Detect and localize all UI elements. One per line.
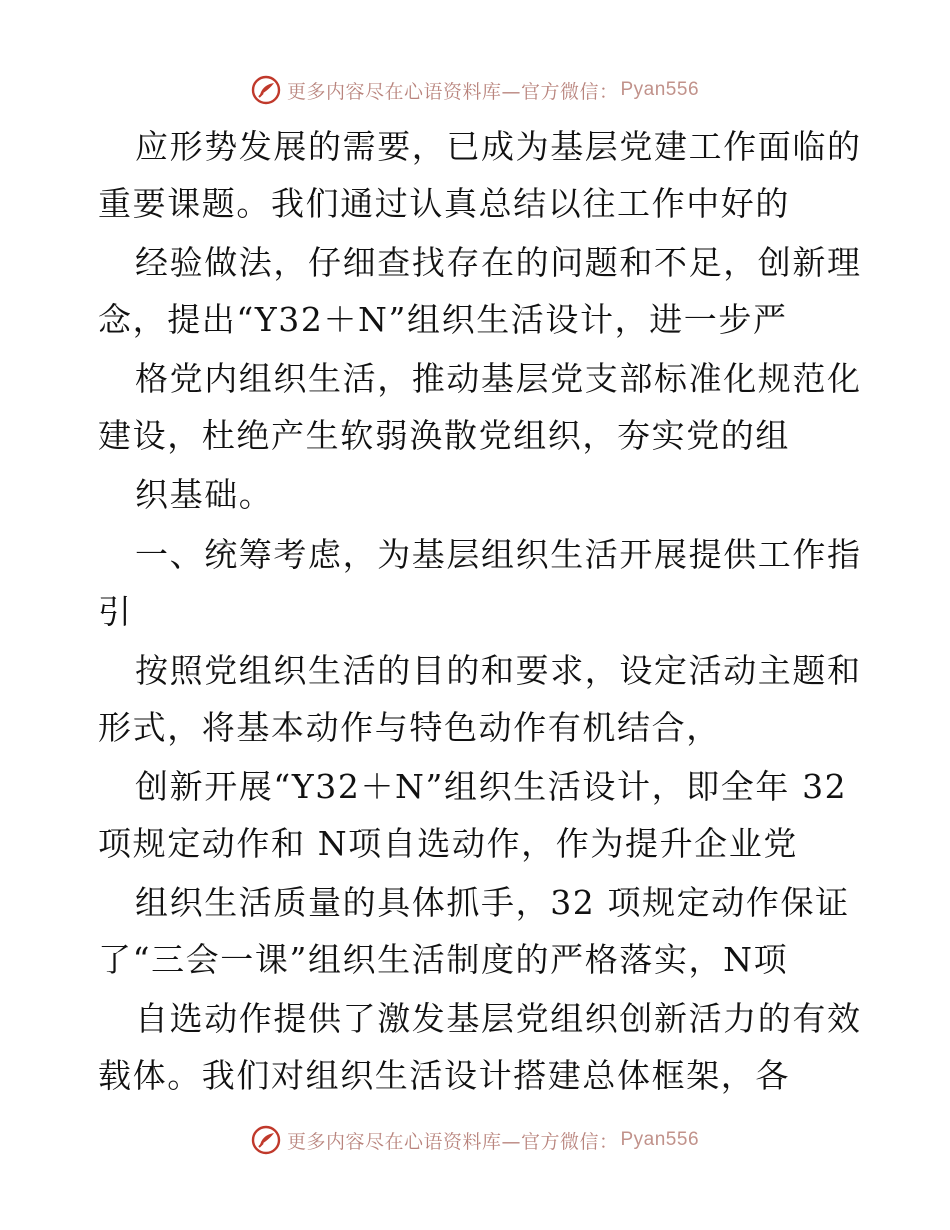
text-line: 按照党组织生活的目的和要求，设定活动主题和 <box>135 651 862 690</box>
text-line: 载体。我们对组织生活设计搭建总体框架，各 <box>98 1056 790 1095</box>
section-heading: 一、统筹考虑，为基层组织生活开展提供工作指 <box>135 535 862 574</box>
text-line: 形式，将基本动作与特色动作有机结合， <box>98 708 721 747</box>
brand-logo-icon <box>251 1125 281 1155</box>
watermark-text: 更多内容尽在心语资料库—官方微信： <box>286 1130 619 1153</box>
text-line: 重要课题。我们通过认真总结以往工作中好的 <box>98 184 790 223</box>
text-line: 了“三会一课”组织生活制度的严格落实，N项 <box>98 940 789 979</box>
text-line: 创新开展“Y32＋N”组织生活设计，即全年 32 <box>135 767 848 806</box>
text-line: 念，提出“Y32＋N”组织生活设计，进一步严 <box>98 300 788 339</box>
text-line: 建设，杜绝产生软弱涣散党组织，夯实党的组 <box>98 416 790 455</box>
text-line: 织基础。 <box>135 475 274 514</box>
watermark-text: 更多内容尽在心语资料库—官方微信： <box>286 80 619 103</box>
text-line: 应形势发展的需要，已成为基层党建工作面临的 <box>135 127 862 166</box>
footer-watermark <box>0 1120 950 1160</box>
text-line: 自选动作提供了激发基层党组织创新活力的有效 <box>135 999 862 1038</box>
watermark-handle: Pyan556 <box>620 1129 700 1150</box>
text-line: 项规定动作和 N项自选动作，作为提升企业党 <box>98 824 798 863</box>
watermark-handle: Pyan556 <box>620 79 700 100</box>
text-line: 经验做法，仔细查找存在的问题和不足，创新理 <box>135 243 862 282</box>
text-line: 组织生活质量的具体抓手，32 项规定动作保证 <box>135 883 850 922</box>
section-heading-continued: 引 <box>98 592 133 631</box>
text-line: 格党内组织生活，推动基层党支部标准化规范化 <box>135 359 862 398</box>
